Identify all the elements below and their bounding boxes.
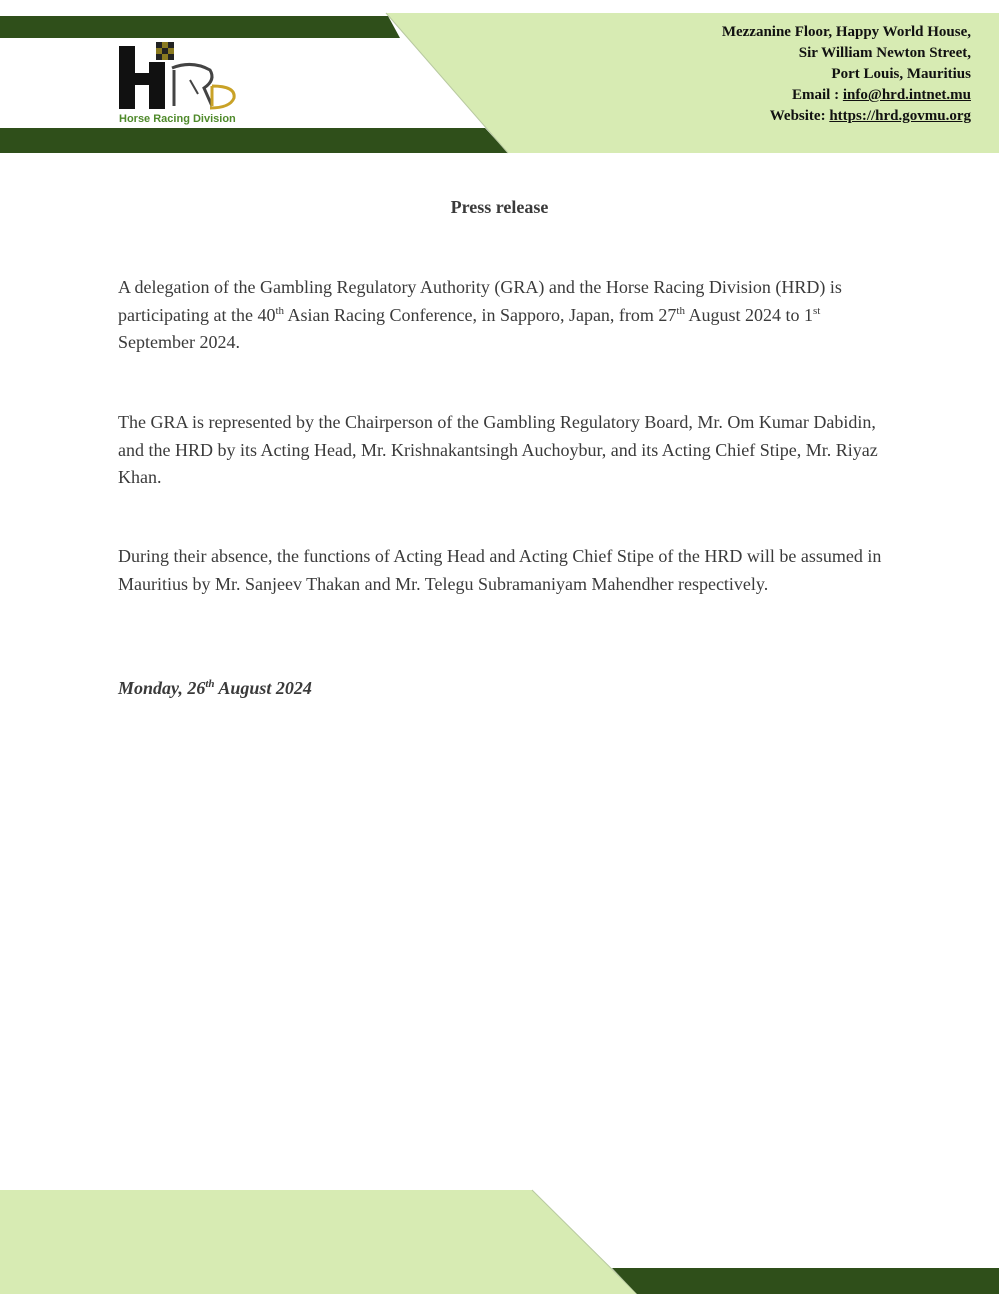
website-link[interactable]: https://hrd.govmu.org: [829, 108, 971, 124]
contact-info: [722, 22, 971, 127]
footer-band: [0, 1180, 999, 1294]
ordinal-suffix: th: [676, 304, 685, 317]
paragraph-1-text-b: Asian Racing Conference, in Sapporo, Japan, from 27: [284, 304, 677, 325]
date-text-b: August 2024: [214, 678, 312, 698]
email-link[interactable]: info@hrd.intnet.mu: [842, 87, 971, 103]
address-line-1: Mezzanine Floor, Happy World House,: [721, 24, 971, 40]
paragraph-2: The GRA is represented by the Chairperson of the Gambling Regulatory Board, Mr. Om Kumar Dabidin, and the HRD by its Acting Head, Mr. Krishnakantsingh Auchoybur, and its Acting Chief Stipe, Mr. Riyaz Khan.: [118, 412, 878, 487]
paragraph-1: [118, 274, 886, 357]
paragraph-1-text-c: August 2024 to 1: [684, 304, 813, 325]
address-line-3: Port Louis, Mauritius: [831, 66, 971, 82]
horse-rider-icon: [112, 40, 242, 112]
ordinal-suffix: th: [205, 678, 215, 690]
hrd-logo: [112, 40, 242, 128]
paragraph-1-text-d: September 2024.: [118, 332, 240, 352]
website-label: Website:: [769, 108, 830, 124]
ordinal-suffix: th: [275, 304, 285, 317]
paragraph-1-text-a: A delegation of the Gambling Regulatory Authority (GRA) and the Horse Racing Division (HRD) is participating at the 40: [118, 277, 842, 325]
ordinal-suffix: st: [813, 304, 821, 317]
address-line-2: Sir William Newton Street,: [798, 45, 971, 61]
logo-caption: Horse Racing Division: [119, 113, 236, 125]
website-line: [722, 106, 971, 127]
paragraph-3: During their absence, the functions of Acting Head and Acting Chief Stipe of the HRD will be assumed in Mauritius by Mr. Sanjeev Thakan and Mr. Telegu Subramaniyam Mahendher respectively.: [118, 546, 882, 594]
release-date: [118, 678, 312, 699]
document-title: Press release: [450, 197, 549, 217]
email-line: [722, 85, 971, 106]
date-text-a: Monday, 26: [118, 678, 206, 698]
email-label: Email :: [792, 87, 843, 103]
